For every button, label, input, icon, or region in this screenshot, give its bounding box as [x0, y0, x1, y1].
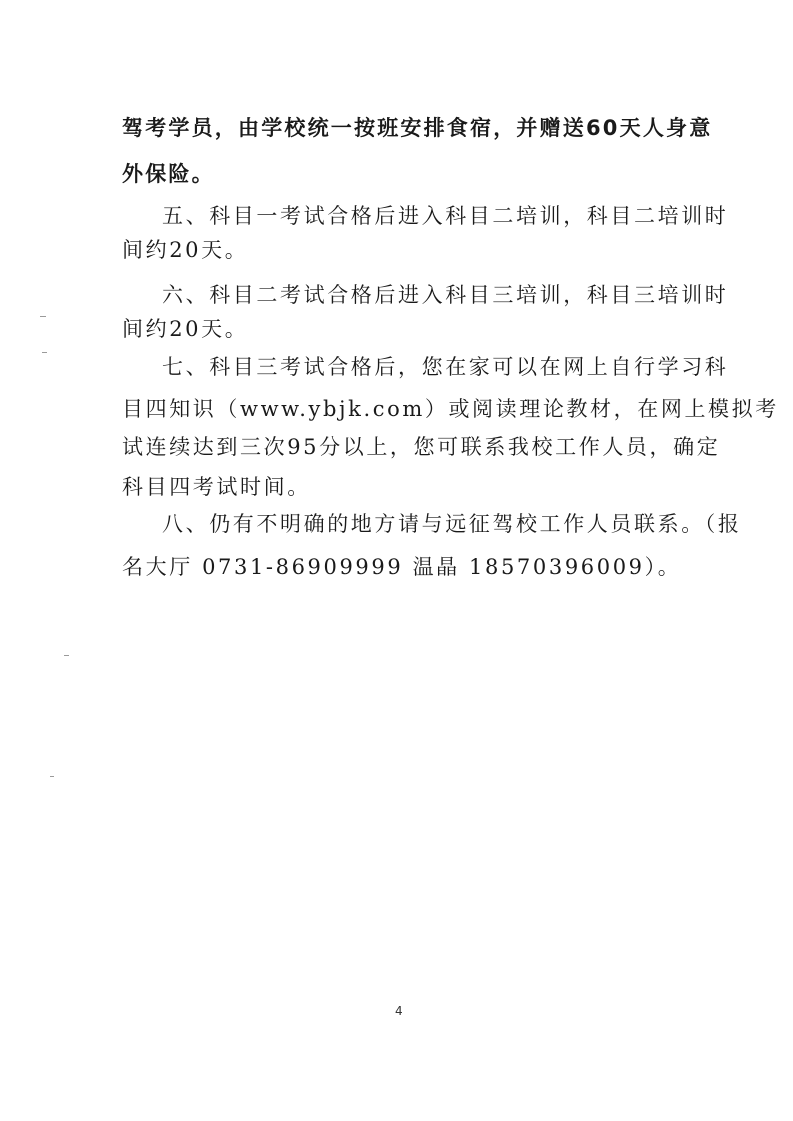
- paragraph-line: 名大厅 0731-86909999 温晶 18570396009）。: [122, 555, 682, 579]
- paragraph-line: 八、仍有不明确的地方请与远征驾校工作人员联系。（报: [162, 512, 742, 536]
- scan-mark: [50, 776, 54, 777]
- scan-mark: [64, 655, 69, 656]
- paragraph-line: 间约20天。: [122, 238, 249, 262]
- paragraph-line: 科目四考试时间。: [122, 475, 311, 499]
- paragraph-line: 间约20天。: [122, 317, 249, 341]
- scan-mark: [42, 352, 47, 353]
- paragraph-line: 七、科目三考试合格后，您在家可以在网上自行学习科: [162, 355, 729, 379]
- scan-mark: [40, 316, 46, 317]
- paragraph-line: 目四知识（www.ybjk.com）或阅读理论教材，在网上模拟考: [122, 397, 779, 421]
- paragraph-line: 外保险。: [122, 162, 215, 186]
- paragraph-line: 试连续达到三次95分以上，您可联系我校工作人员，确定: [122, 435, 721, 459]
- paragraph-line: 五、科目一考试合格后进入科目二培训，科目二培训时: [162, 204, 729, 228]
- paragraph-line: 六、科目二考试合格后进入科目三培训，科目三培训时: [162, 283, 729, 307]
- paragraph-line: 驾考学员，由学校统一按班安排食宿，并赠送60天人身意: [122, 116, 713, 140]
- page-number: 4: [395, 1004, 403, 1018]
